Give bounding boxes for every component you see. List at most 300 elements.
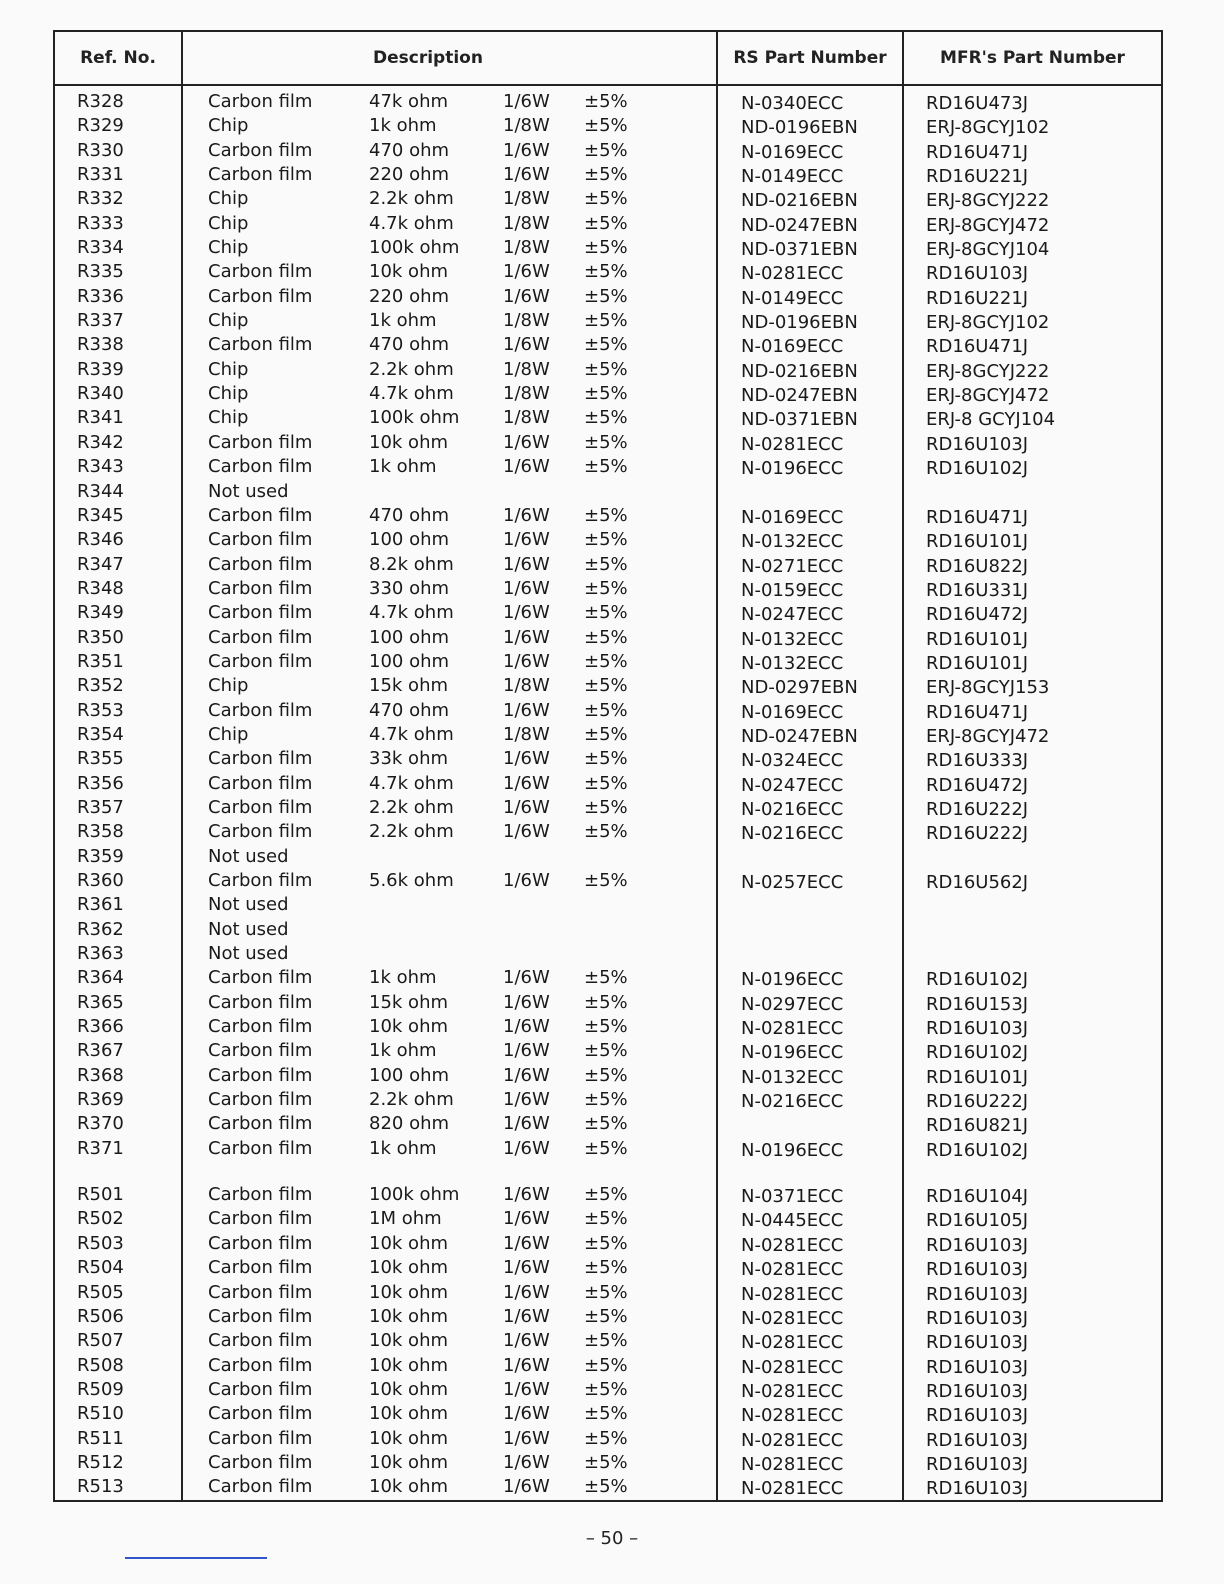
value-cell: 820 ohm <box>369 1113 450 1135</box>
tolerance-cell: ±5% <box>584 431 628 453</box>
type-cell: Carbon film <box>208 1378 313 1400</box>
mfr-part-cell: RD16U102J <box>926 1042 1029 1064</box>
power-cell: 1/6W <box>503 821 550 843</box>
value-cell: 1k ohm <box>369 1137 437 1159</box>
tolerance-cell: ±5% <box>584 699 628 721</box>
ref-no-cell: R505 <box>77 1281 124 1303</box>
value-cell: 470 ohm <box>369 504 450 526</box>
rs-part-cell: N-0281ECC <box>741 1018 844 1040</box>
table-row <box>55 1232 1161 1256</box>
tolerance-cell: ±5% <box>584 1378 628 1400</box>
tolerance-cell: ±5% <box>584 358 628 380</box>
table-row <box>55 626 1161 650</box>
tolerance-cell: ±5% <box>584 1354 628 1376</box>
rs-part-cell: N-0281ECC <box>741 1307 844 1329</box>
value-cell: 4.7k ohm <box>369 723 454 745</box>
tolerance-cell: ±5% <box>584 1016 628 1038</box>
mfr-part-cell: RD16U471J <box>926 506 1029 528</box>
table-row <box>55 1402 1161 1426</box>
tolerance-cell: ±5% <box>584 748 628 770</box>
type-cell: Carbon film <box>208 91 313 112</box>
type-cell: Carbon film <box>208 796 313 818</box>
tolerance-cell: ±5% <box>584 139 628 161</box>
mfr-part-cell: RD16U102J <box>926 969 1029 991</box>
type-cell: Chip <box>208 115 249 137</box>
table-row <box>55 553 1161 577</box>
table-row <box>55 796 1161 820</box>
tolerance-cell: ±5% <box>584 504 628 526</box>
ref-no-cell: R356 <box>77 772 124 794</box>
mfr-part-cell: ERJ-8GCYJ472 <box>926 214 1050 236</box>
value-cell: 10k ohm <box>369 1403 449 1425</box>
table-row <box>55 528 1161 552</box>
type-cell: Carbon film <box>208 967 313 989</box>
tolerance-cell: ±5% <box>584 188 628 210</box>
ref-no-cell: R510 <box>77 1403 124 1425</box>
value-cell: 10k ohm <box>369 1427 449 1449</box>
header-divider <box>55 84 1161 86</box>
rs-part-cell: N-0149ECC <box>741 166 844 188</box>
value-cell: 10k ohm <box>369 1378 449 1400</box>
rs-part-cell: N-0149ECC <box>741 287 844 309</box>
type-cell: Carbon film <box>208 626 313 648</box>
rs-part-cell: N-0281ECC <box>741 1259 844 1281</box>
mfr-part-cell: RD16U103J <box>926 1234 1029 1256</box>
parts-table <box>53 30 1163 1502</box>
table-row <box>55 650 1161 674</box>
rs-part-cell: N-0281ECC <box>741 1234 844 1256</box>
table-row <box>55 1305 1161 1329</box>
mfr-part-cell: RD16U221J <box>926 166 1029 188</box>
value-cell: 10k ohm <box>369 1354 449 1376</box>
ref-no-cell: R348 <box>77 577 124 599</box>
table-row <box>55 747 1161 771</box>
type-cell: Carbon film <box>208 577 313 599</box>
tolerance-cell: ±5% <box>584 1208 628 1230</box>
tolerance-cell: ±5% <box>584 1064 628 1086</box>
value-cell: 1k ohm <box>369 456 437 478</box>
table-row <box>55 90 1161 114</box>
mfr-part-cell: RD16U221J <box>926 287 1029 309</box>
tolerance-cell: ±5% <box>584 407 628 429</box>
value-cell: 2.2k ohm <box>369 1089 454 1111</box>
rs-part-cell: N-0281ECC <box>741 1478 844 1500</box>
value-cell: 220 ohm <box>369 164 450 186</box>
table-row <box>55 942 1161 966</box>
tolerance-cell: ±5% <box>584 456 628 478</box>
table-row <box>55 333 1161 357</box>
table-row <box>55 431 1161 455</box>
table-row <box>55 163 1161 187</box>
power-cell: 1/8W <box>503 188 550 210</box>
value-cell: 33k ohm <box>369 748 449 770</box>
rs-part-cell: N-0216ECC <box>741 823 844 845</box>
value-cell: 1k ohm <box>369 967 437 989</box>
power-cell: 1/6W <box>503 1113 550 1135</box>
ref-no-cell: R512 <box>77 1451 124 1473</box>
value-cell: 220 ohm <box>369 285 450 307</box>
value-cell: 4.7k ohm <box>369 602 454 624</box>
tolerance-cell: ±5% <box>584 1330 628 1352</box>
mfr-part-cell: RD16U103J <box>926 1429 1029 1451</box>
rs-part-cell: N-0196ECC <box>741 458 844 480</box>
mfr-part-cell: RD16U333J <box>926 750 1029 772</box>
rs-part-cell: N-0297ECC <box>741 993 844 1015</box>
tolerance-cell: ±5% <box>584 1137 628 1159</box>
table-row <box>55 1183 1161 1207</box>
rs-part-cell: N-0247ECC <box>741 774 844 796</box>
ref-no-cell: R354 <box>77 723 124 745</box>
tolerance-cell: ±5% <box>584 553 628 575</box>
type-cell: Carbon film <box>208 1427 313 1449</box>
power-cell: 1/6W <box>503 285 550 307</box>
mfr-part-cell: RD16U103J <box>926 1380 1029 1402</box>
table-row <box>55 1088 1161 1112</box>
rs-part-cell: N-0281ECC <box>741 263 844 285</box>
ref-no-cell: R369 <box>77 1089 124 1111</box>
type-cell: Carbon film <box>208 1330 313 1352</box>
mfr-part-cell: RD16U103J <box>926 1307 1029 1329</box>
tolerance-cell: ±5% <box>584 1305 628 1327</box>
mfr-part-cell: RD16U472J <box>926 774 1029 796</box>
power-cell: 1/8W <box>503 383 550 405</box>
type-cell: Chip <box>208 310 249 332</box>
power-cell: 1/6W <box>503 699 550 721</box>
table-row <box>55 869 1161 893</box>
rs-part-cell: N-0132ECC <box>741 652 844 674</box>
tolerance-cell: ±5% <box>584 1281 628 1303</box>
tolerance-cell: ±5% <box>584 796 628 818</box>
tolerance-cell: ±5% <box>584 650 628 672</box>
ref-no-cell: R509 <box>77 1378 124 1400</box>
rs-part-cell: N-0169ECC <box>741 506 844 528</box>
power-cell: 1/6W <box>503 1476 550 1498</box>
table-row <box>55 114 1161 138</box>
value-cell: 5.6k ohm <box>369 870 454 891</box>
rs-part-cell: N-0196ECC <box>741 1042 844 1064</box>
power-cell: 1/6W <box>503 967 550 989</box>
table-row <box>55 285 1161 309</box>
ref-no-cell: R344 <box>77 480 124 502</box>
rs-part-cell: ND-0297EBN <box>741 677 858 699</box>
type-cell: Carbon film <box>208 139 313 161</box>
tolerance-cell: ±5% <box>584 675 628 697</box>
table-row <box>55 358 1161 382</box>
mfr-part-cell: RD16U101J <box>926 628 1029 650</box>
rs-part-cell: ND-0247EBN <box>741 214 858 236</box>
ref-no-cell: R503 <box>77 1232 124 1254</box>
type-cell: Carbon film <box>208 772 313 794</box>
type-cell: Carbon film <box>208 699 313 721</box>
rs-part-cell: ND-0216EBN <box>741 360 858 382</box>
value-cell: 10k ohm <box>369 1232 449 1254</box>
value-cell: 10k ohm <box>369 1281 449 1303</box>
type-cell: Carbon film <box>208 1476 313 1498</box>
mfr-part-cell: RD16U103J <box>926 1453 1029 1475</box>
rs-part-cell: N-0371ECC <box>741 1186 844 1208</box>
value-cell: 4.7k ohm <box>369 212 454 234</box>
ref-no-cell: R362 <box>77 918 124 940</box>
power-cell: 1/6W <box>503 1208 550 1230</box>
tolerance-cell: ±5% <box>584 334 628 356</box>
type-cell: Carbon film <box>208 1184 313 1206</box>
ref-no-cell: R358 <box>77 821 124 843</box>
tolerance-cell: ±5% <box>584 1040 628 1062</box>
power-cell: 1/6W <box>503 1427 550 1449</box>
power-cell: 1/6W <box>503 650 550 672</box>
value-cell: 10k ohm <box>369 1451 449 1473</box>
table-row <box>55 699 1161 723</box>
table-row <box>55 1039 1161 1063</box>
value-cell: 4.7k ohm <box>369 772 454 794</box>
rs-part-cell: ND-0371EBN <box>741 239 858 261</box>
value-cell: 470 ohm <box>369 139 450 161</box>
mfr-part-cell: RD16U104J <box>926 1186 1029 1208</box>
mfr-part-cell: RD16U102J <box>926 458 1029 480</box>
rs-part-cell: N-0257ECC <box>741 872 844 893</box>
mfr-part-cell: RD16U103J <box>926 1332 1029 1354</box>
table-row <box>55 212 1161 236</box>
rs-part-cell: N-0169ECC <box>741 336 844 358</box>
ref-no-cell: R365 <box>77 991 124 1013</box>
value-cell: 100k ohm <box>369 237 460 259</box>
ref-no-cell: R352 <box>77 675 124 697</box>
power-cell: 1/8W <box>503 237 550 259</box>
rs-part-cell: N-0281ECC <box>741 1356 844 1378</box>
rs-part-cell: N-0169ECC <box>741 141 844 163</box>
tolerance-cell: ±5% <box>584 1476 628 1498</box>
ref-no-cell: R343 <box>77 456 124 478</box>
power-cell: 1/6W <box>503 1281 550 1303</box>
table-row <box>55 1451 1161 1475</box>
ref-no-cell: R501 <box>77 1184 124 1206</box>
mfr-part-cell: RD16U471J <box>926 336 1029 358</box>
table-row <box>55 1281 1161 1305</box>
mfr-part-cell: RD16U562J <box>926 872 1029 893</box>
type-cell: Carbon film <box>208 1113 313 1135</box>
mfr-part-cell: RD16U103J <box>926 1259 1029 1281</box>
tolerance-cell: ±5% <box>584 164 628 186</box>
rs-part-cell: N-0324ECC <box>741 750 844 772</box>
ref-no-cell: R340 <box>77 383 124 405</box>
type-cell: Chip <box>208 723 249 745</box>
tolerance-cell: ±5% <box>584 1089 628 1111</box>
table-row <box>55 1354 1161 1378</box>
table-row <box>55 309 1161 333</box>
ref-no-cell: R504 <box>77 1257 124 1279</box>
ref-no-cell: R371 <box>77 1137 124 1159</box>
table-row <box>55 893 1161 917</box>
tolerance-cell: ±5% <box>584 723 628 745</box>
ref-no-cell: R349 <box>77 602 124 624</box>
power-cell: 1/6W <box>503 1232 550 1254</box>
power-cell: 1/6W <box>503 1451 550 1473</box>
value-cell: 47k ohm <box>369 91 449 112</box>
rs-part-cell: N-0132ECC <box>741 628 844 650</box>
value-cell: 8.2k ohm <box>369 553 454 575</box>
value-cell: 10k ohm <box>369 1305 449 1327</box>
tolerance-cell: ±5% <box>584 1257 628 1279</box>
mfr-part-cell: RD16U103J <box>926 1283 1029 1305</box>
tolerance-cell: ±5% <box>584 626 628 648</box>
power-cell: 1/6W <box>503 139 550 161</box>
value-cell: 10k ohm <box>369 1330 449 1352</box>
tolerance-cell: ±5% <box>584 212 628 234</box>
mfr-part-cell: RD16U101J <box>926 652 1029 674</box>
type-cell: Not used <box>208 943 289 965</box>
table-row <box>55 1378 1161 1402</box>
power-cell: 1/6W <box>503 1016 550 1038</box>
ref-no-cell: R335 <box>77 261 124 283</box>
ref-no-cell: R345 <box>77 504 124 526</box>
rs-part-cell: N-0216ECC <box>741 798 844 820</box>
mfr-part-cell: RD16U473J <box>926 93 1029 114</box>
type-cell: Chip <box>208 212 249 234</box>
power-cell: 1/6W <box>503 1378 550 1400</box>
rs-part-cell: N-0247ECC <box>741 604 844 626</box>
type-cell: Chip <box>208 358 249 380</box>
type-cell: Carbon film <box>208 1354 313 1376</box>
mfr-part-cell: RD16U103J <box>926 263 1029 285</box>
power-cell: 1/8W <box>503 115 550 137</box>
table-row <box>55 406 1161 430</box>
tolerance-cell: ±5% <box>584 1113 628 1135</box>
power-cell: 1/6W <box>503 334 550 356</box>
value-cell: 100 ohm <box>369 529 450 551</box>
type-cell: Carbon film <box>208 1040 313 1062</box>
rs-part-cell: N-0281ECC <box>741 1380 844 1402</box>
mfr-part-cell: RD16U103J <box>926 1405 1029 1427</box>
footer-rule <box>125 1557 267 1559</box>
power-cell: 1/6W <box>503 1330 550 1352</box>
ref-no-cell: R334 <box>77 237 124 259</box>
mfr-part-cell: ERJ-8GCYJ102 <box>926 312 1050 334</box>
table-row <box>55 820 1161 844</box>
value-cell: 1M ohm <box>369 1208 442 1230</box>
tolerance-cell: ±5% <box>584 261 628 283</box>
rs-part-cell: N-0196ECC <box>741 1139 844 1161</box>
value-cell: 470 ohm <box>369 699 450 721</box>
ref-no-cell: R337 <box>77 310 124 332</box>
type-cell: Chip <box>208 237 249 259</box>
power-cell: 1/8W <box>503 310 550 332</box>
table-row <box>55 139 1161 163</box>
rs-part-cell: ND-0216EBN <box>741 190 858 212</box>
ref-no-cell: R511 <box>77 1427 124 1449</box>
type-cell: Carbon film <box>208 504 313 526</box>
type-cell: Carbon film <box>208 991 313 1013</box>
ref-no-cell: R506 <box>77 1305 124 1327</box>
type-cell: Chip <box>208 407 249 429</box>
ref-no-cell: R363 <box>77 943 124 965</box>
ref-no-cell: R329 <box>77 115 124 137</box>
table-row <box>55 236 1161 260</box>
ref-no-cell: R508 <box>77 1354 124 1376</box>
value-cell: 330 ohm <box>369 577 450 599</box>
ref-no-cell: R341 <box>77 407 124 429</box>
value-cell: 2.2k ohm <box>369 358 454 380</box>
rs-part-cell: N-0196ECC <box>741 969 844 991</box>
table-row <box>55 723 1161 747</box>
power-cell: 1/6W <box>503 1040 550 1062</box>
table-row <box>55 1256 1161 1280</box>
ref-no-cell: R359 <box>77 845 124 867</box>
power-cell: 1/6W <box>503 164 550 186</box>
power-cell: 1/6W <box>503 991 550 1013</box>
table-row <box>55 674 1161 698</box>
value-cell: 100 ohm <box>369 626 450 648</box>
header-mfr-part-number: MFR's Part Number <box>940 48 1125 68</box>
value-cell: 2.2k ohm <box>369 821 454 843</box>
table-row <box>55 918 1161 942</box>
header-rs-part-number: RS Part Number <box>733 48 887 68</box>
ref-no-cell: R342 <box>77 431 124 453</box>
rs-part-cell: N-0216ECC <box>741 1091 844 1113</box>
type-cell: Carbon film <box>208 285 313 307</box>
type-cell: Carbon film <box>208 1089 313 1111</box>
type-cell: Carbon film <box>208 164 313 186</box>
tolerance-cell: ±5% <box>584 529 628 551</box>
table-row <box>55 845 1161 869</box>
power-cell: 1/6W <box>503 748 550 770</box>
power-cell: 1/6W <box>503 1305 550 1327</box>
table-row <box>55 601 1161 625</box>
rs-part-cell: ND-0247EBN <box>741 385 858 407</box>
value-cell: 100 ohm <box>369 650 450 672</box>
mfr-part-cell: RD16U103J <box>926 1018 1029 1040</box>
ref-no-cell: R502 <box>77 1208 124 1230</box>
rs-part-cell: ND-0196EBN <box>741 117 858 139</box>
rs-part-cell: N-0281ECC <box>741 1405 844 1427</box>
tolerance-cell: ±5% <box>584 991 628 1013</box>
ref-no-cell: R507 <box>77 1330 124 1352</box>
tolerance-cell: ±5% <box>584 1427 628 1449</box>
value-cell: 10k ohm <box>369 1476 449 1498</box>
value-cell: 15k ohm <box>369 991 449 1013</box>
table-row <box>55 966 1161 990</box>
mfr-part-cell: RD16U103J <box>926 1478 1029 1500</box>
type-cell: Carbon film <box>208 1451 313 1473</box>
ref-no-cell: R328 <box>77 91 124 112</box>
type-cell: Carbon film <box>208 1064 313 1086</box>
table-row <box>55 504 1161 528</box>
value-cell: 1k ohm <box>369 1040 437 1062</box>
mfr-part-cell: ERJ-8GCYJ222 <box>926 190 1050 212</box>
value-cell: 10k ohm <box>369 1016 449 1038</box>
ref-no-cell: R367 <box>77 1040 124 1062</box>
ref-no-cell: R333 <box>77 212 124 234</box>
value-cell: 1k ohm <box>369 115 437 137</box>
type-cell: Not used <box>208 918 289 940</box>
mfr-part-cell: ERJ-8GCYJ104 <box>926 239 1050 261</box>
power-cell: 1/6W <box>503 1089 550 1111</box>
table-row <box>55 1015 1161 1039</box>
mfr-part-cell: RD16U103J <box>926 1356 1029 1378</box>
tolerance-cell: ±5% <box>584 285 628 307</box>
mfr-part-cell: RD16U472J <box>926 604 1029 626</box>
tolerance-cell: ±5% <box>584 237 628 259</box>
mfr-part-cell: ERJ-8GCYJ153 <box>926 677 1050 699</box>
type-cell: Chip <box>208 188 249 210</box>
mfr-part-cell: RD16U471J <box>926 141 1029 163</box>
power-cell: 1/8W <box>503 407 550 429</box>
mfr-part-cell: RD16U471J <box>926 701 1029 723</box>
type-cell: Carbon film <box>208 1208 313 1230</box>
value-cell: 1k ohm <box>369 310 437 332</box>
type-cell: Carbon film <box>208 1232 313 1254</box>
power-cell: 1/6W <box>503 431 550 453</box>
power-cell: 1/6W <box>503 1184 550 1206</box>
